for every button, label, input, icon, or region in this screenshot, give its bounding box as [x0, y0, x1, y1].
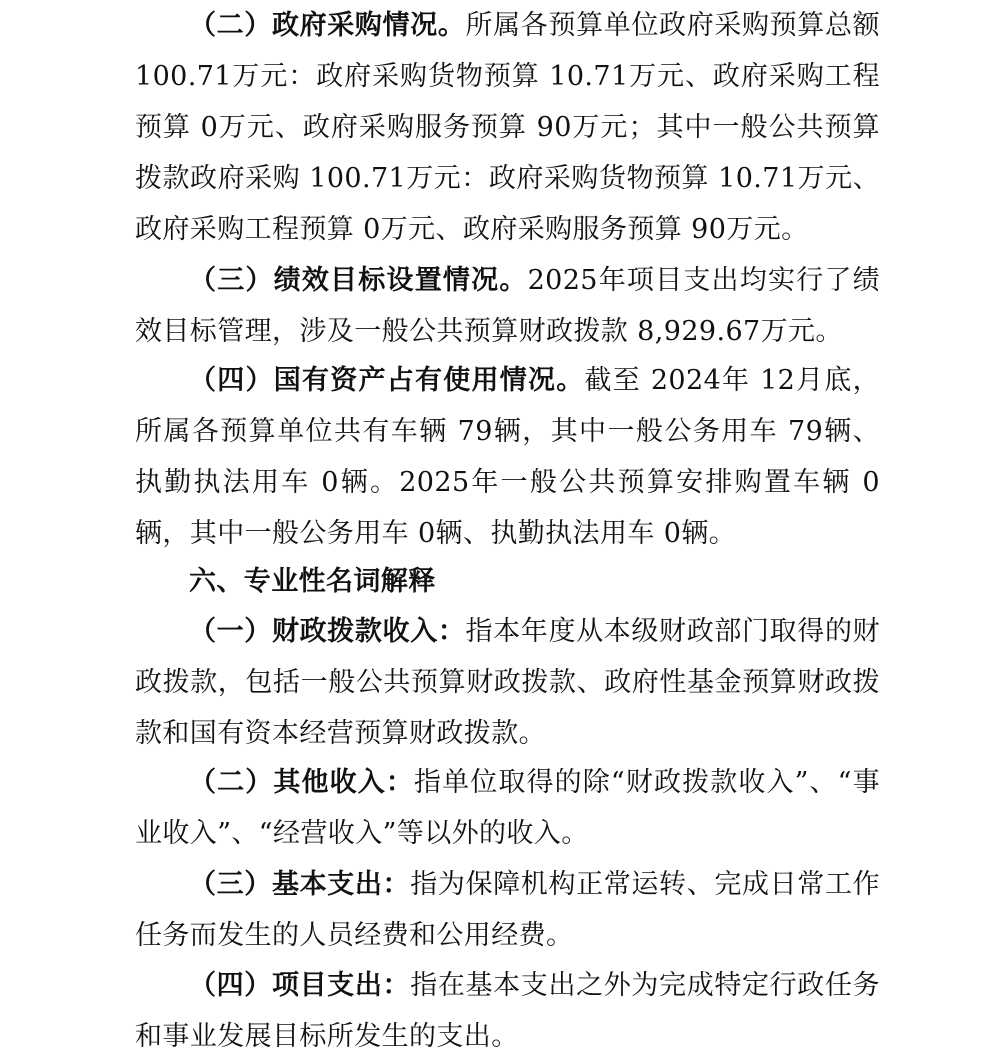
definition-project-expenditure [135, 960, 880, 1062]
paragraph-body: 所属各预算单位政府采购预算总额100.71万元：政府采购货物预算 10.71万元、政府采购工程预算 0万元、政府采购服务预算 90万元；其中一般公共预算拨款政府采购 100.71万元：政府采购货物预算 10.71万元、政府采购工程预算 0万元、政府采购服务预算 90万元。 [135, 10, 880, 245]
definition-other-income [135, 757, 880, 859]
paragraph-lead: （三）绩效目标设置情况。 [189, 265, 528, 296]
definition-text: 指本年度从本级财政部门取得的财政拨款，包括一般公共预算财政拨款、政府性基金预算财政拨款和国有资本经营预算财政拨款。 [135, 616, 880, 749]
definition-term: （四）项目支出： [189, 970, 411, 1001]
definition-basic-expenditure [135, 859, 880, 961]
definition-term: （三）基本支出： [189, 869, 411, 900]
definition-fiscal-appropriation-income [135, 606, 880, 759]
definition-text: 指为保障机构正常运转、完成日常工作任务而发生的人员经费和公用经费。 [135, 869, 880, 951]
definition-text: 指单位取得的除“财政拨款收入”、“事业收入”、“经营收入”等以外的收入。 [135, 767, 881, 849]
section-heading: 六、专业性名词解释 [189, 566, 436, 597]
definition-term: （一）财政拨款收入： [189, 616, 466, 647]
paragraph-body: 2025年项目支出均实行了绩效目标管理，涉及一般公共预算财政拨款 8,929.67万元。 [135, 265, 880, 347]
paragraph-state-assets [135, 355, 880, 559]
paragraph-government-procurement [135, 0, 880, 255]
definition-text: 指在基本支出之外为完成特定行政任务和事业发展目标所发生的支出。 [135, 970, 880, 1052]
paragraph-lead: （二）政府采购情况。 [189, 10, 466, 41]
paragraph-performance-targets [135, 255, 880, 357]
definition-term: （二）其他收入： [189, 767, 415, 798]
paragraph-body: 截至 2024年 12月底，所属各预算单位共有车辆 79辆，其中一般公务用车 79辆、执勤执法用车 0辆。2025年一般公共预算安排购置车辆 0辆，其中一般公务用车 0辆、执勤执法用车 0辆。 [135, 365, 880, 549]
paragraph-lead: （四）国有资产占有使用情况。 [189, 365, 585, 396]
